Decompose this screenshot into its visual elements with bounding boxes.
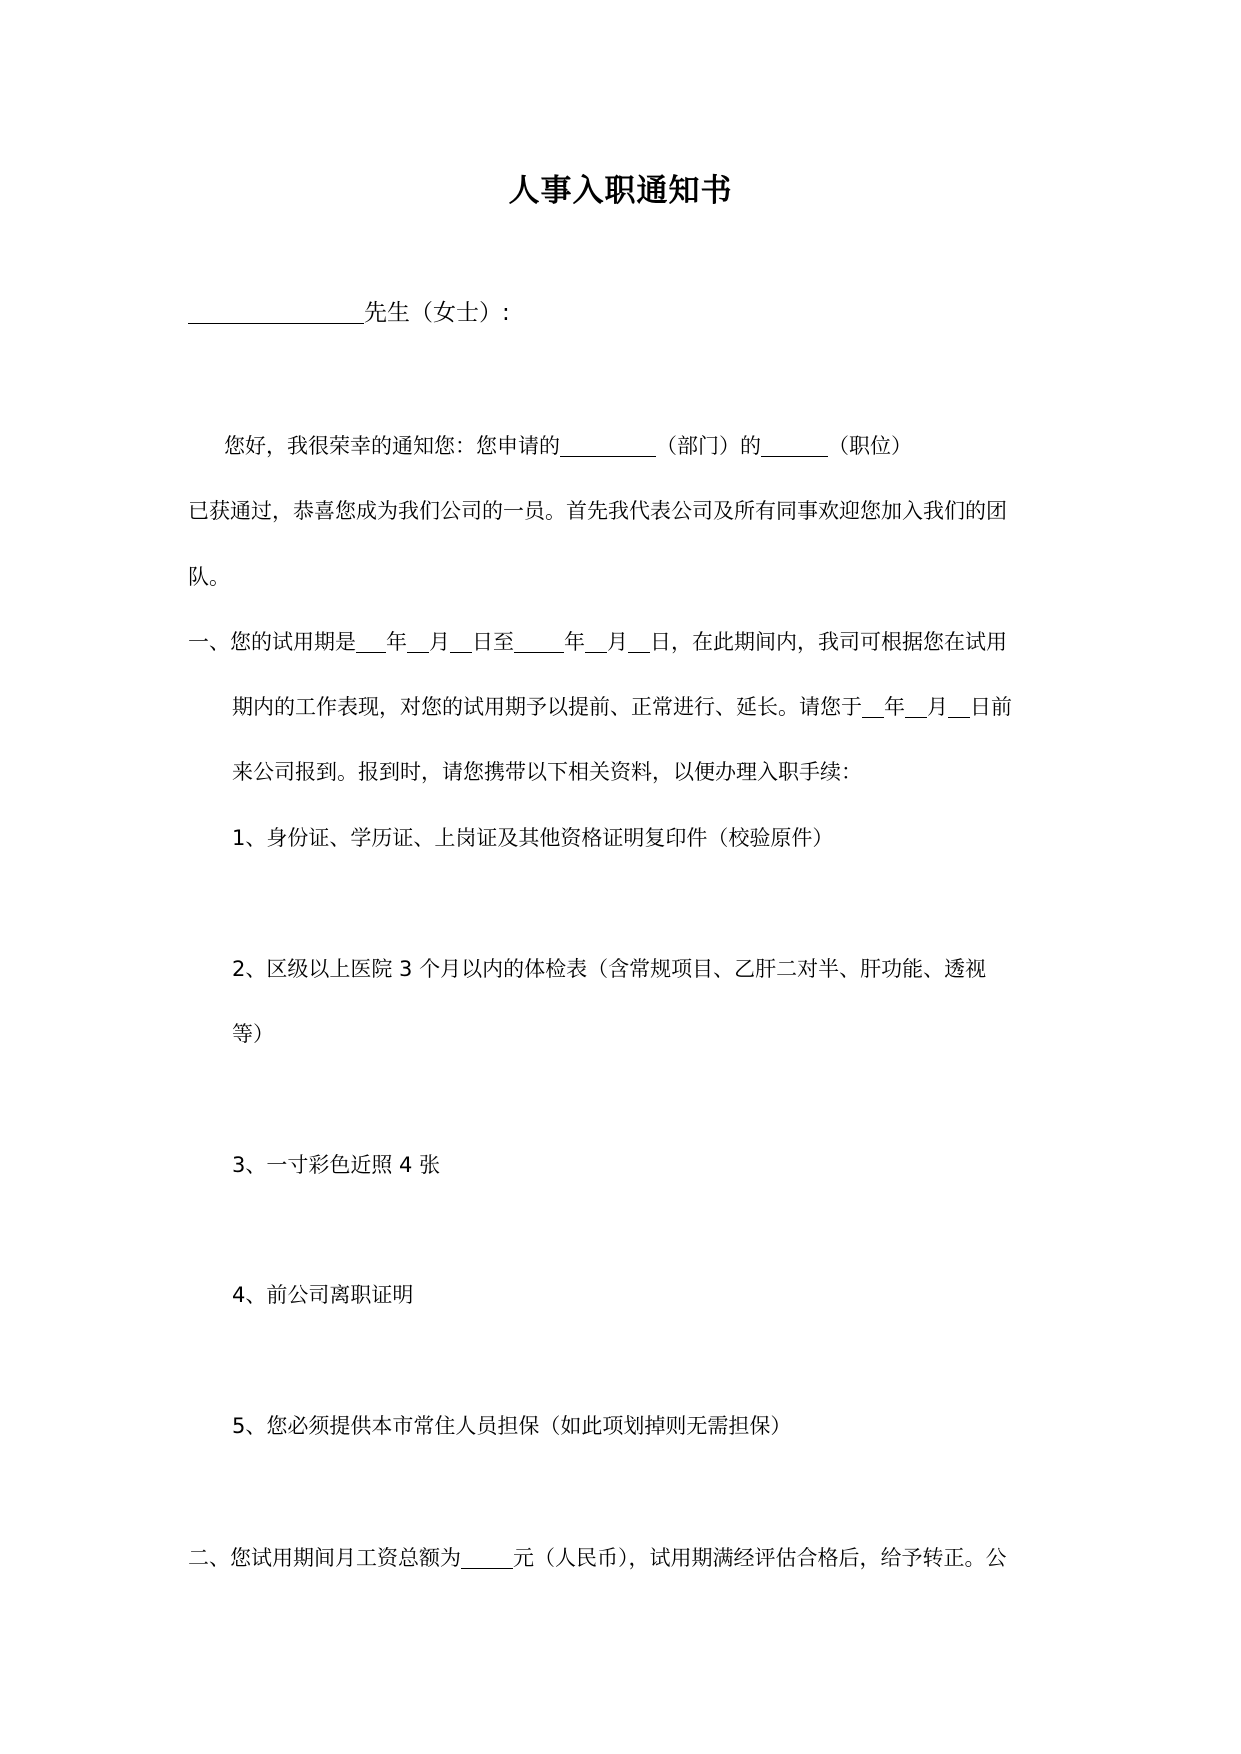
greeting-line-2: 已获通过，恭喜您成为我们公司的一员。首先我代表公司及所有同事欢迎您加入我们的团 xyxy=(188,499,1007,523)
item-two-prefix: 二、 xyxy=(188,1546,230,1570)
material-item-2: 2、区级以上医院 3 个月以内的体检表（含常规项目、乙肝二对半、肝功能、透视 xyxy=(232,957,987,981)
item-one-line-3: 来公司报到。报到时，请您携带以下相关资料，以便办理入职手续： xyxy=(232,760,862,784)
start-year-blank xyxy=(356,630,386,653)
greeting-line-3: 队。 xyxy=(188,565,230,589)
item-one-prefix: 一、 xyxy=(188,630,230,654)
department-blank xyxy=(560,434,656,457)
material-item-2-cont: 等） xyxy=(232,1022,274,1046)
material-item-1: 1、身份证、学历证、上岗证及其他资格证明复印件（校验原件） xyxy=(232,826,834,850)
start-day-blank xyxy=(450,630,472,653)
end-year-blank xyxy=(514,630,564,653)
material-item-4: 4、前公司离职证明 xyxy=(232,1283,414,1307)
end-day-blank xyxy=(628,630,650,653)
document-title: 人事入职通知书 xyxy=(508,173,733,209)
material-item-3: 3、一寸彩色近照 4 张 xyxy=(232,1153,441,1177)
position-blank xyxy=(761,434,828,457)
item-one-line-1: 一、您的试用期是 年 月 日至 年 月 日，在此期间内，我司可根据您在试用 xyxy=(188,630,1007,654)
report-month-blank xyxy=(905,695,927,718)
start-month-blank xyxy=(407,630,429,653)
report-year-blank xyxy=(862,695,884,718)
end-month-blank xyxy=(585,630,607,653)
material-item-5: 5、您必须提供本市常住人员担保（如此项划掉则无需担保） xyxy=(232,1414,792,1438)
greeting-line-1: 您好，我很荣幸的通知您：您申请的 （部门）的 （职位） xyxy=(224,434,912,458)
item-one-line-2: 期内的工作表现，对您的试用期予以提前、正常进行、延长。请您于 年 月 日前 xyxy=(232,695,1012,719)
salutation-text: 先生（女士）: xyxy=(364,300,510,326)
item-two-line-1: 二、您试用期间月工资总额为 元（人民币），试用期满经评估合格后，给予转正。公 xyxy=(188,1546,1007,1570)
salutation-line xyxy=(188,298,510,328)
salary-blank xyxy=(461,1546,513,1569)
report-day-blank xyxy=(948,695,970,718)
name-blank xyxy=(188,301,364,324)
